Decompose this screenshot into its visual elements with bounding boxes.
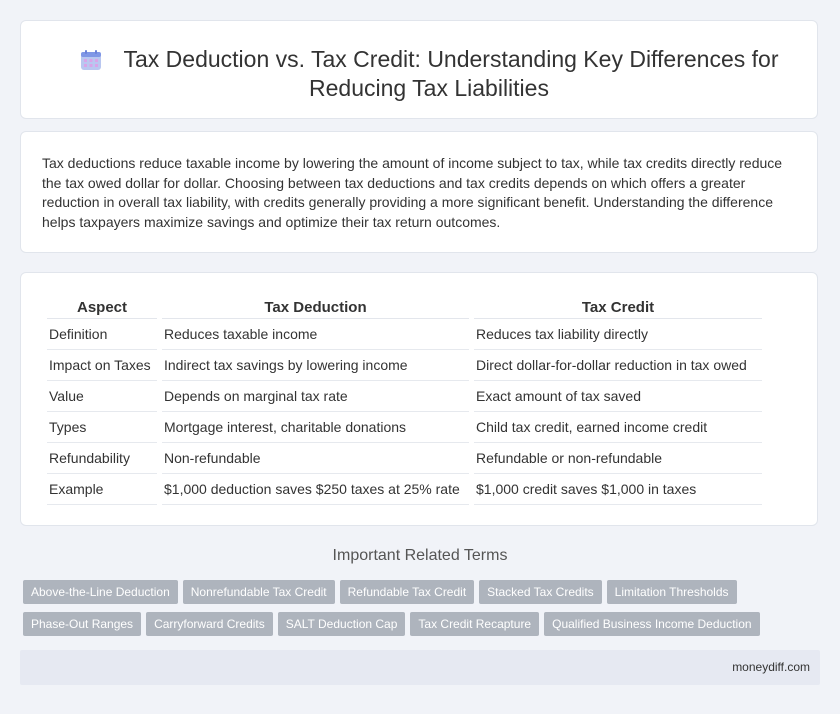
- row-deduction: Non-refundable: [162, 443, 469, 474]
- row-aspect: Value: [47, 381, 157, 412]
- table-row: [47, 443, 762, 474]
- row-deduction: $1,000 deduction saves $250 taxes at 25% rate: [162, 474, 469, 505]
- footer: [20, 650, 820, 685]
- tag-qualified-business-income-deduction[interactable]: Qualified Business Income Deduction: [544, 612, 759, 636]
- row-credit: Exact amount of tax saved: [474, 381, 762, 412]
- header-tax-credit: Tax Credit: [474, 295, 762, 319]
- header-tax-deduction: Tax Deduction: [162, 295, 469, 319]
- tag-refundable-tax-credit[interactable]: Refundable Tax Credit: [340, 580, 475, 604]
- row-deduction: Reduces taxable income: [162, 319, 469, 350]
- row-aspect: Definition: [47, 319, 157, 350]
- related-terms-title: Important Related Terms: [332, 547, 508, 564]
- tag-tax-credit-recapture[interactable]: Tax Credit Recapture: [410, 612, 539, 636]
- calendar-icon: [80, 50, 102, 71]
- row-credit: Child tax credit, earned income credit: [474, 412, 762, 443]
- row-credit: $1,000 credit saves $1,000 in taxes: [474, 474, 762, 505]
- comparison-table: [42, 295, 767, 505]
- tag-limitation-thresholds[interactable]: Limitation Thresholds: [607, 580, 737, 604]
- tag-carryforward-credits[interactable]: Carryforward Credits: [146, 612, 273, 636]
- table-row: [47, 412, 762, 443]
- row-deduction: Mortgage interest, charitable donations: [162, 412, 469, 443]
- intro-text: Tax deductions reduce taxable income by lowering the amount of income subject to tax, while tax credits directly reduce the tax owed dollar for dollar. Choosing between tax deductions and tax credits depends on which offers a greater reduction in overall tax liability, with credits generally providing a more significant benefit. Understanding the difference helps taxpayers maximize savings and optimize their tax return outcomes.: [42, 155, 783, 230]
- table-row: [47, 350, 762, 381]
- tag-nonrefundable-tax-credit[interactable]: Nonrefundable Tax Credit: [183, 580, 335, 604]
- tag-above-the-line-deduction[interactable]: Above-the-Line Deduction: [23, 580, 178, 604]
- table-row: [47, 381, 762, 412]
- header-aspect: Aspect: [47, 295, 157, 319]
- row-aspect: Example: [47, 474, 157, 505]
- row-aspect: Impact on Taxes: [47, 350, 157, 381]
- related-terms-tags: [23, 580, 823, 644]
- intro-card: [20, 131, 818, 253]
- table-card: [20, 272, 818, 526]
- table-row: [47, 319, 762, 350]
- row-aspect: Refundability: [47, 443, 157, 474]
- page-title: [61, 45, 797, 103]
- row-deduction: Depends on marginal tax rate: [162, 381, 469, 412]
- row-credit: Refundable or non-refundable: [474, 443, 762, 474]
- page-title-text: Tax Deduction vs. Tax Credit: Understanding Key Differences for Reducing Tax Liabilities: [123, 46, 779, 101]
- tag-stacked-tax-credits[interactable]: Stacked Tax Credits: [479, 580, 602, 604]
- footer-site-link[interactable]: moneydiff.com: [732, 660, 810, 674]
- row-credit: Direct dollar-for-dollar reduction in tax owed: [474, 350, 762, 381]
- table-header-row: [47, 295, 762, 319]
- row-credit: Reduces tax liability directly: [474, 319, 762, 350]
- table-row: [47, 474, 762, 505]
- title-wrap: [61, 45, 797, 103]
- tag-phase-out-ranges[interactable]: Phase-Out Ranges: [23, 612, 141, 636]
- row-deduction: Indirect tax savings by lowering income: [162, 350, 469, 381]
- row-aspect: Types: [47, 412, 157, 443]
- tag-salt-deduction-cap[interactable]: SALT Deduction Cap: [278, 612, 406, 636]
- header-card: [20, 20, 818, 119]
